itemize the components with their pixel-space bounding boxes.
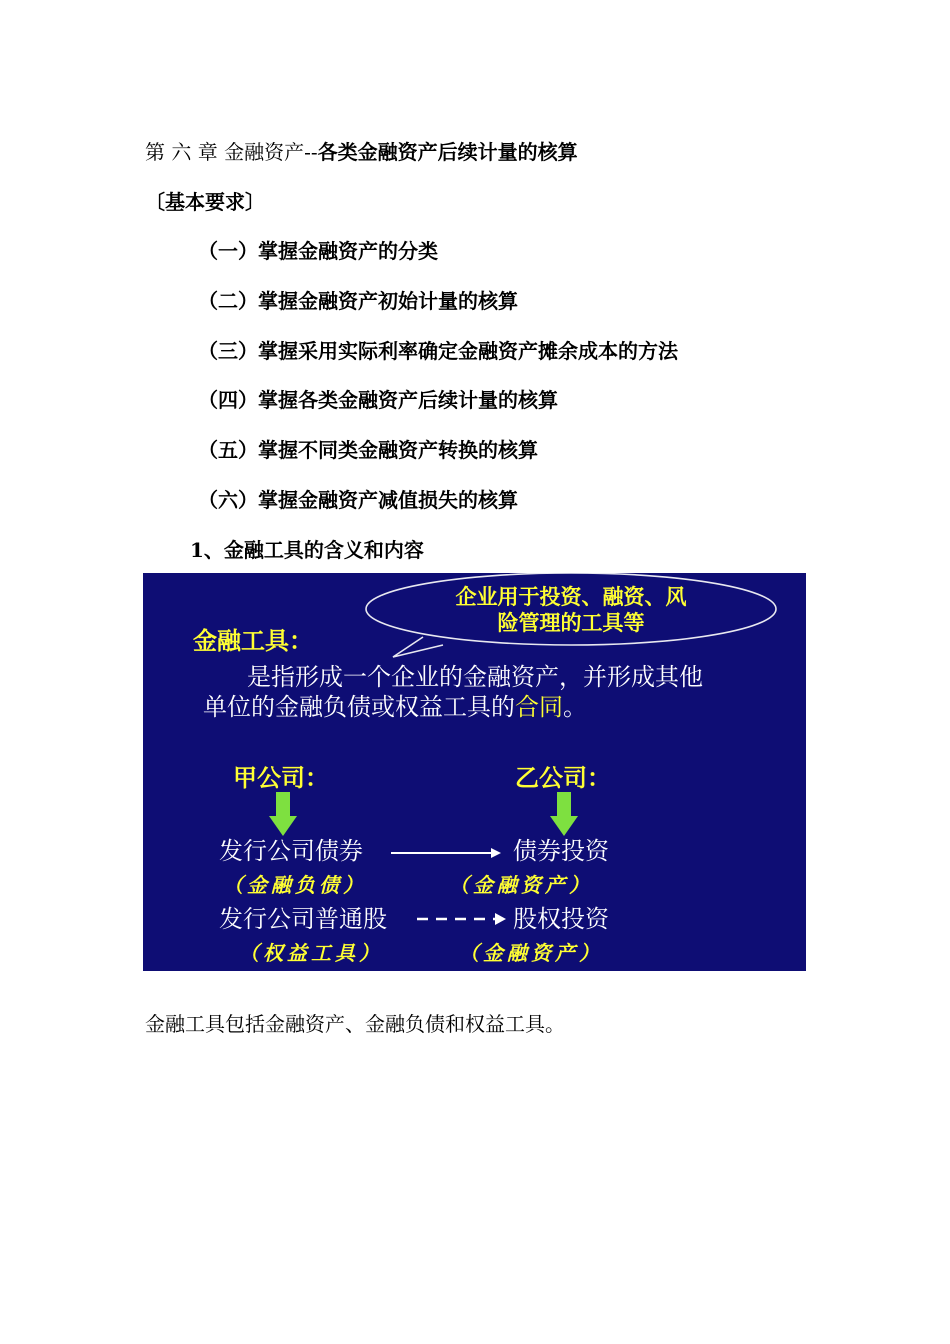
dashed-arrow-icon [417, 913, 506, 925]
green-arrow-down-icon [269, 792, 297, 836]
issue-bonds-text: 发行公司债券 [219, 837, 363, 865]
financial-asset-label-2: （金融资产） [459, 941, 603, 965]
company-b-label: 乙公司： [515, 764, 611, 792]
bond-investment-text: 债券投资 [513, 837, 609, 865]
requirement-item: （二）掌握金融资产初始计量的核算 [198, 289, 518, 313]
definition-line-2 [203, 691, 587, 723]
callout-line-1: 企业用于投资、融资、风 [455, 585, 687, 609]
solid-arrow-icon [391, 848, 501, 858]
equity-investment-text: 股权投资 [513, 905, 609, 933]
definition-line-1: 是指形成一个企业的金融资产，并形成其他 [247, 663, 703, 691]
financial-asset-label: （金融资产） [449, 873, 593, 897]
requirements-heading: 〔基本要求〕 [145, 190, 265, 214]
financial-liability-label: （金融负债） [223, 873, 367, 897]
requirement-item: （一）掌握金融资产的分类 [198, 239, 438, 263]
definition-line-2-text: 单位的金融负债或权益工具的 [203, 693, 515, 721]
requirement-item: （三）掌握采用实际利率确定金融资产摊余成本的方法 [198, 339, 678, 363]
company-a-label: 甲公司： [233, 764, 329, 792]
chapter-main-title: 各类金融资产后续计量的核算 [317, 140, 578, 164]
chapter-prefix: 第 六 章 金融资产-- [145, 140, 318, 164]
requirement-item: （四）掌握各类金融资产后续计量的核算 [198, 388, 558, 412]
chapter-title [145, 138, 578, 166]
callout-bubble [393, 637, 443, 657]
issue-common-stock-text: 发行公司普通股 [219, 905, 387, 933]
definition-period: 。 [563, 693, 587, 721]
requirement-item: （六）掌握金融资产减值损失的核算 [198, 488, 518, 512]
equity-instrument-label: （权益工具） [239, 941, 383, 965]
closing-text: 金融工具包括金融资产、金融负债和权益工具。 [145, 1012, 565, 1036]
callout-text [416, 584, 726, 636]
section-heading: 1、金融工具的含义和内容 [190, 538, 424, 562]
contract-highlight: 合同 [515, 693, 563, 721]
financial-instrument-slide [143, 573, 806, 971]
term-label: 金融工具： [193, 627, 313, 655]
requirement-item: （五）掌握不同类金融资产转换的核算 [198, 438, 538, 462]
callout-line-2: 险管理的工具等 [497, 611, 645, 635]
green-arrow-down-icon [550, 792, 578, 836]
